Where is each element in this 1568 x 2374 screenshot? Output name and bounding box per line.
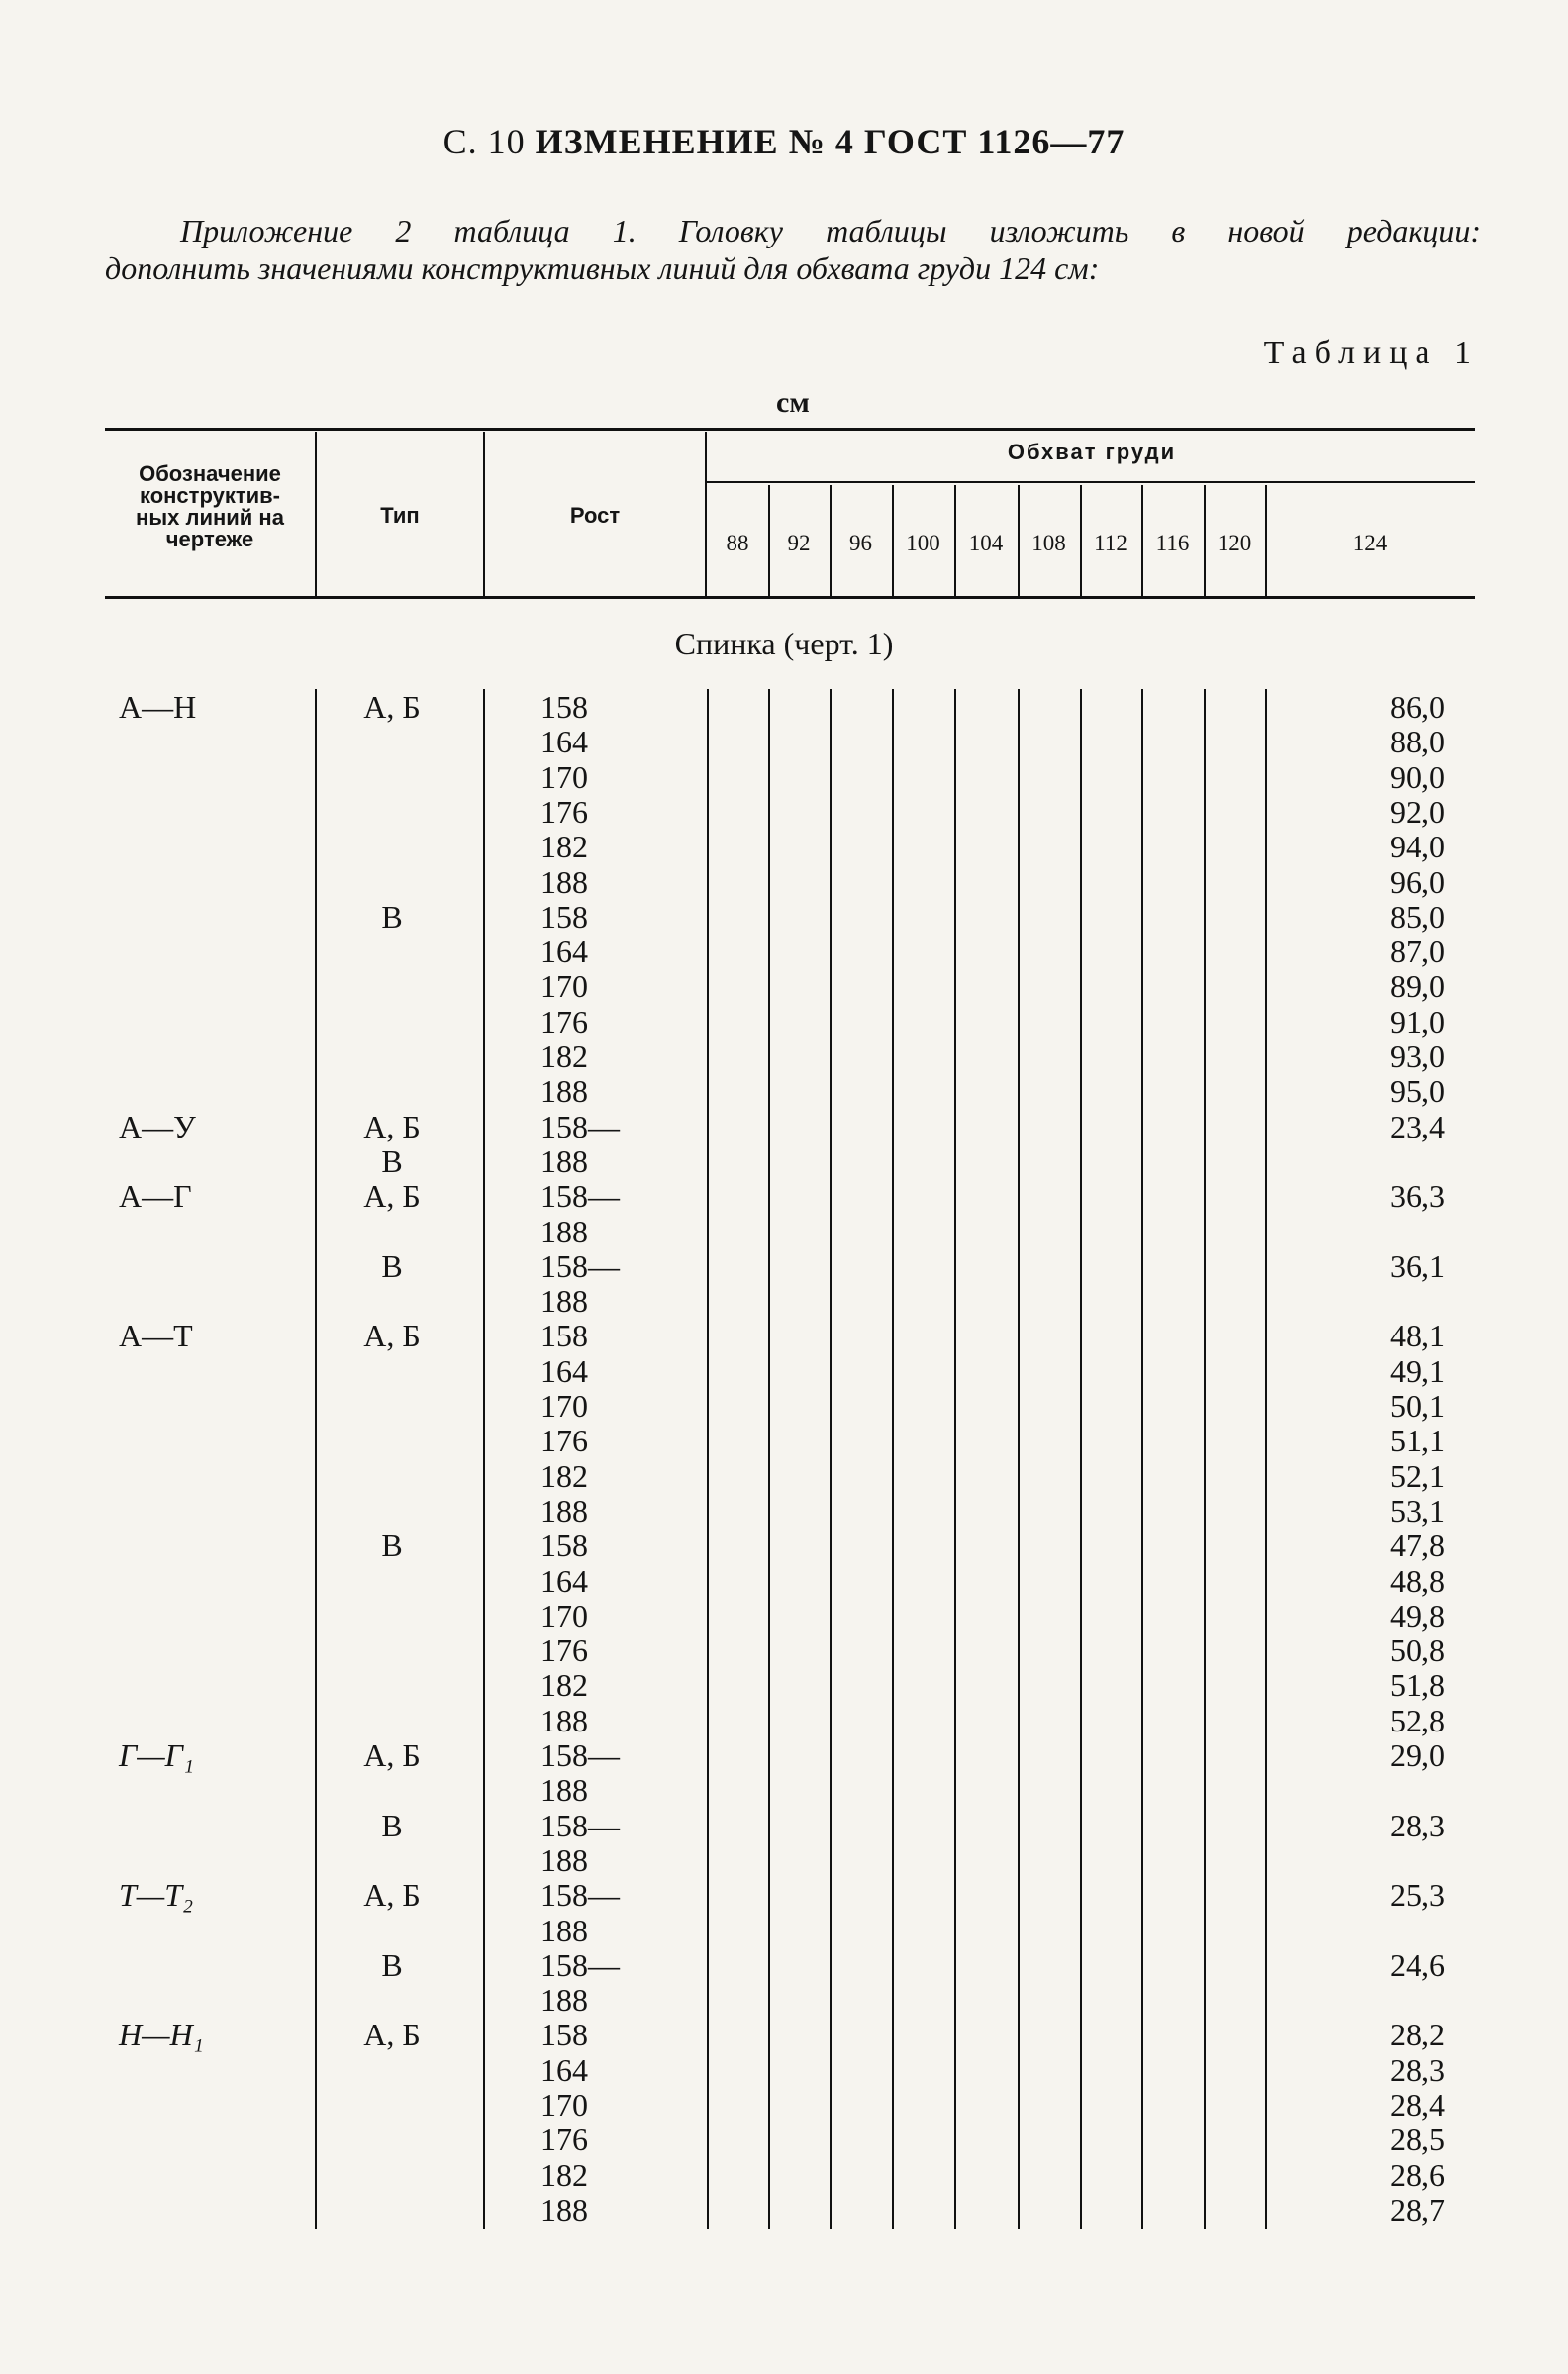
row-value-124: 92,0 (1390, 793, 1445, 830)
body-column-rule (1265, 689, 1267, 2229)
row-height: 182 (540, 829, 588, 865)
row-height: 158 (540, 689, 588, 725)
header-divider-type (315, 432, 317, 596)
body-column-rule (830, 689, 832, 2229)
row-height: 170 (540, 968, 588, 1005)
row-height: 158— (540, 1247, 620, 1284)
table-top-rule (105, 428, 1475, 431)
row-value-124: 89,0 (1390, 968, 1445, 1005)
row-height: 170 (540, 1388, 588, 1424)
col-designation-line: конструктив- (139, 483, 280, 508)
row-value-124: 85,0 (1390, 898, 1445, 935)
row-height: 182 (540, 1039, 588, 1074)
chest-size-header: 104 (968, 531, 1004, 555)
row-value-124: 28,6 (1390, 2156, 1445, 2193)
header-divider-chest (705, 432, 707, 596)
row-height: 176 (540, 793, 588, 830)
chest-size-divider (1080, 485, 1082, 596)
body-column-rule (483, 689, 485, 2229)
body-column-rule (1080, 689, 1082, 2229)
row-height: 176 (540, 1423, 588, 1459)
row-designation: Т—Т₂ (119, 1877, 194, 1914)
row-height: 182 (540, 2156, 588, 2193)
row-type: А, Б (363, 2017, 421, 2053)
row-value-124: 28,7 (1390, 2191, 1445, 2227)
row-height: 182 (540, 1667, 588, 1704)
intro-line-1: Приложение 2 таблица 1. Головку таблицы изложить в новой редакции: (180, 213, 1481, 248)
row-value-124: 95,0 (1390, 1073, 1445, 1110)
row-height: 176 (540, 1632, 588, 1669)
row-type: А, Б (363, 1737, 421, 1773)
row-designation: Г—Г₁ (119, 1737, 194, 1773)
row-height: 158— (540, 1807, 620, 1843)
row-height: 158— (540, 1178, 620, 1215)
row-height: 188 (540, 1283, 588, 1320)
row-height: 182 (540, 1457, 588, 1494)
row-value-124: 49,1 (1390, 1352, 1445, 1389)
row-type: В (381, 1142, 403, 1179)
chest-size-divider (1018, 485, 1020, 596)
header-bottom-rule (105, 596, 1475, 599)
row-height: 158— (540, 1946, 620, 1983)
body-column-rule (768, 689, 770, 2229)
row-height: 164 (540, 1562, 588, 1599)
page-number: С. 10 (442, 122, 536, 161)
row-value-124: 52,8 (1390, 1702, 1445, 1738)
row-type: А, Б (363, 1318, 421, 1354)
row-height: 170 (540, 758, 588, 795)
row-value-124: 91,0 (1390, 1003, 1445, 1039)
row-value-124: 88,0 (1390, 724, 1445, 760)
row-value-124: 48,1 (1390, 1318, 1445, 1354)
row-value-124: 87,0 (1390, 934, 1445, 970)
row-designation: А—Н (119, 689, 197, 725)
row-value-124: 93,0 (1390, 1039, 1445, 1074)
body-column-rule (954, 689, 956, 2229)
row-height: 188 (540, 863, 588, 900)
row-value-124: 28,3 (1390, 2051, 1445, 2088)
row-value-124: 52,1 (1390, 1457, 1445, 1494)
row-height: 170 (540, 1597, 588, 1633)
row-value-124: 28,5 (1390, 2122, 1445, 2158)
row-height: 158 (540, 2017, 588, 2053)
row-height: 158 (540, 898, 588, 935)
row-value-124: 86,0 (1390, 689, 1445, 725)
row-height: 170 (540, 2087, 588, 2123)
row-height: 158— (540, 1877, 620, 1914)
row-type: В (381, 1247, 403, 1284)
row-value-124: 23,4 (1390, 1108, 1445, 1144)
row-height: 164 (540, 724, 588, 760)
row-value-124: 49,8 (1390, 1597, 1445, 1633)
row-height: 158 (540, 1318, 588, 1354)
row-value-124: 28,2 (1390, 2017, 1445, 2053)
row-value-124: 28,4 (1390, 2087, 1445, 2123)
chest-size-divider (1141, 485, 1143, 596)
col-designation-line: ных линий на (136, 505, 284, 530)
table-caption: Таблица 1 (1263, 335, 1479, 371)
chest-size-divider (1204, 485, 1206, 596)
section-title: Спинка (черт. 1) (674, 626, 894, 661)
row-value-124: 96,0 (1390, 863, 1445, 900)
row-value-124: 36,3 (1390, 1178, 1445, 1215)
row-value-124: 47,8 (1390, 1528, 1445, 1564)
chest-size-header: 96 (849, 531, 872, 555)
chest-size-header: 112 (1094, 531, 1127, 555)
chest-size-header: 124 (1352, 531, 1388, 555)
chest-size-divider (892, 485, 894, 596)
row-type: А, Б (363, 689, 421, 725)
row-value-124: 53,1 (1390, 1492, 1445, 1529)
body-column-rule (1018, 689, 1020, 2229)
row-height: 188 (540, 1982, 588, 2019)
col-height-header: Рост (569, 503, 621, 528)
row-value-124: 90,0 (1390, 758, 1445, 795)
row-type: В (381, 1807, 403, 1843)
row-height: 158— (540, 1108, 620, 1144)
header-divider-height (483, 432, 485, 596)
row-height: 188 (540, 1772, 588, 1809)
row-height: 188 (540, 1142, 588, 1179)
row-designation: Н—Н₁ (119, 2017, 204, 2053)
row-height: 188 (540, 1492, 588, 1529)
body-column-rule (1141, 689, 1143, 2229)
row-height: 188 (540, 1213, 588, 1249)
row-height: 188 (540, 1073, 588, 1110)
row-height: 188 (540, 2191, 588, 2227)
chest-size-header: 100 (906, 531, 940, 555)
intro-line-2: дополнить значениями конструктивных линий для обхвата груди 124 см: (105, 250, 1100, 286)
unit-label: см (776, 386, 810, 419)
row-value-124: 50,1 (1390, 1388, 1445, 1424)
row-type: В (381, 1946, 403, 1983)
row-value-124: 25,3 (1390, 1877, 1445, 1914)
row-value-124: 28,3 (1390, 1807, 1445, 1843)
row-value-124: 50,8 (1390, 1632, 1445, 1669)
chest-size-divider (768, 485, 770, 596)
row-height: 188 (540, 1702, 588, 1738)
row-type: В (381, 1528, 403, 1564)
chest-size-header: 88 (726, 531, 749, 555)
col-designation-line: чертеже (165, 527, 254, 551)
row-value-124: 51,8 (1390, 1667, 1445, 1704)
chest-size-header: 92 (787, 531, 811, 555)
chest-size-divider (954, 485, 956, 596)
chest-size-header: 108 (1031, 531, 1066, 555)
row-designation: А—У (119, 1108, 196, 1144)
row-height: 188 (540, 1912, 588, 1948)
row-height: 176 (540, 2122, 588, 2158)
row-height: 176 (540, 1003, 588, 1039)
row-value-124: 36,1 (1390, 1247, 1445, 1284)
row-type: А, Б (363, 1178, 421, 1215)
amendment-title: ИЗМЕНЕНИЕ № 4 ГОСТ 1126—77 (535, 122, 1126, 161)
chest-size-header: 120 (1217, 531, 1252, 555)
chest-size-divider (1265, 485, 1267, 596)
body-column-rule (707, 689, 709, 2229)
row-height: 164 (540, 1352, 588, 1389)
body-column-rule (1204, 689, 1206, 2229)
row-value-124: 29,0 (1390, 1737, 1445, 1773)
row-height: 188 (540, 1841, 588, 1878)
col-designation-header (107, 463, 313, 550)
row-type: А, Б (363, 1108, 421, 1144)
row-value-124: 48,8 (1390, 1562, 1445, 1599)
row-designation: А—Г (119, 1178, 192, 1215)
row-height: 158 (540, 1528, 588, 1564)
row-type: А, Б (363, 1877, 421, 1914)
row-height: 164 (540, 2051, 588, 2088)
chest-size-header: 116 (1155, 531, 1190, 555)
row-height: 164 (540, 934, 588, 970)
row-height: 158— (540, 1737, 620, 1773)
row-designation: А—Т (119, 1318, 193, 1354)
body-column-rule (892, 689, 894, 2229)
chest-group-rule (707, 481, 1475, 483)
chest-size-divider (830, 485, 832, 596)
body-column-rule (315, 689, 317, 2229)
col-chest-group-header: Обхват груди (1007, 440, 1177, 464)
col-designation-line: Обозначение (139, 461, 281, 486)
row-type: В (381, 898, 403, 935)
col-type-header: Тип (380, 503, 420, 528)
row-value-124: 24,6 (1390, 1946, 1445, 1983)
row-value-124: 94,0 (1390, 829, 1445, 865)
row-value-124: 51,1 (1390, 1423, 1445, 1459)
